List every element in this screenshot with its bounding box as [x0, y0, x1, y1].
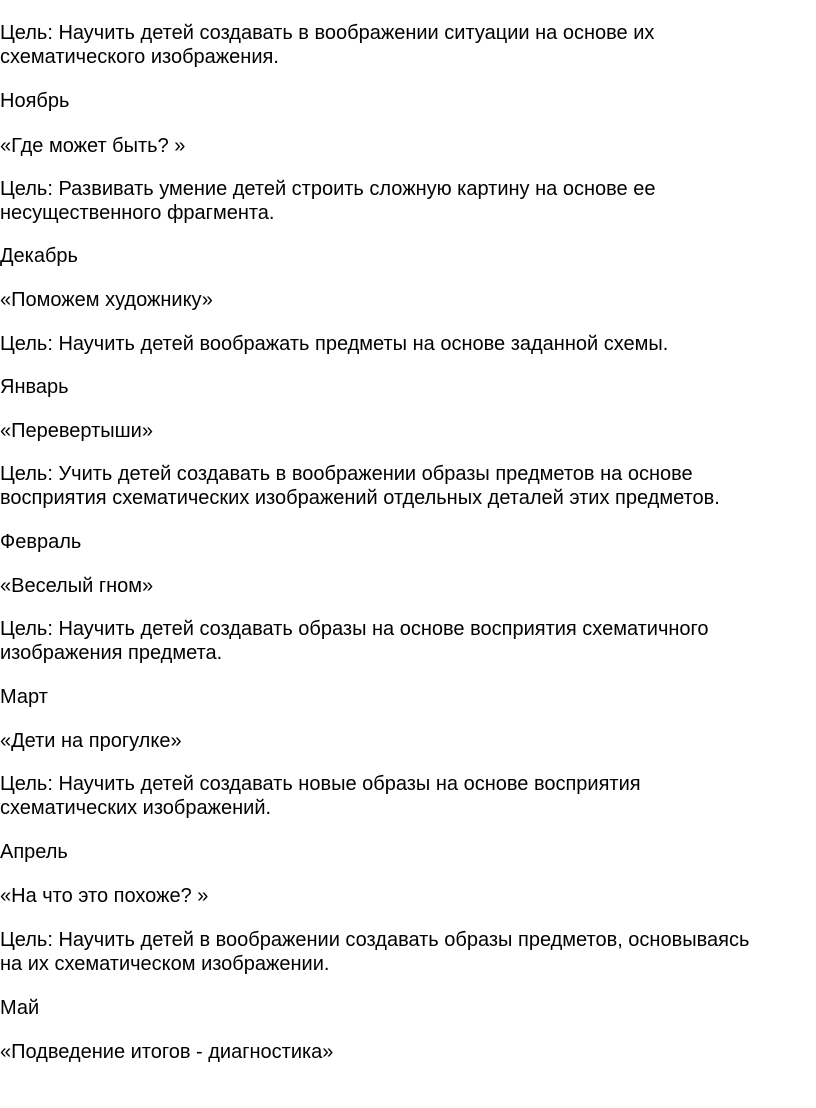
text-line: Цель: Научить детей воображать предметы на основе заданной схемы. [0, 333, 669, 355]
game-title [0, 419, 812, 443]
text-line: Цель: Научить детей создавать новые образы на основе восприятия [0, 773, 641, 795]
goal-paragraph [0, 462, 812, 510]
text-line: Цель: Научить детей создавать образы на основе восприятия схематичного [0, 618, 709, 640]
text-line: Цель: Научить детей создавать в воображении ситуации на основе их [0, 22, 655, 44]
text-line: «Дети на прогулке» [0, 730, 182, 752]
text-line: Цель: Научить детей в воображении создавать образы предметов, основываясь [0, 929, 750, 951]
month-heading [0, 89, 812, 113]
text-line: схематического изображения. [0, 46, 279, 68]
game-title [0, 1040, 812, 1064]
text-line: Апрель [0, 841, 68, 863]
goal-paragraph [0, 928, 812, 976]
text-line: Январь [0, 376, 69, 398]
game-title [0, 288, 812, 312]
month-heading [0, 375, 812, 399]
text-line: «Поможем художнику» [0, 289, 213, 311]
goal-paragraph [0, 21, 812, 69]
game-title [0, 574, 812, 598]
text-line: несущественного фрагмента. [0, 202, 275, 224]
text-line: схематических изображений. [0, 797, 272, 819]
text-line: Цель: Учить детей создавать в воображении образы предметов на основе [0, 463, 693, 485]
text-line: Цель: Развивать умение детей строить сложную картину на основе ее [0, 178, 656, 200]
goal-paragraph [0, 177, 812, 225]
text-line: Февраль [0, 531, 82, 553]
month-heading [0, 530, 812, 554]
text-line: Декабрь [0, 245, 78, 267]
text-line: изображения предмета. [0, 642, 223, 664]
text-line: восприятия схематических изображений отдельных деталей этих предметов. [0, 487, 720, 509]
month-heading [0, 685, 812, 709]
text-line: Май [0, 997, 40, 1019]
month-heading [0, 996, 812, 1020]
month-heading [0, 840, 812, 864]
game-title [0, 729, 812, 753]
text-line: Ноябрь [0, 90, 70, 112]
text-line: «На что это похоже? » [0, 885, 209, 907]
text-line: «Подведение итогов - диагностика» [0, 1041, 334, 1063]
text-line: «Перевертыши» [0, 420, 153, 442]
goal-paragraph [0, 617, 812, 665]
game-title [0, 134, 812, 158]
game-title [0, 884, 812, 908]
goal-paragraph [0, 332, 812, 356]
text-line: на их схематическом изображении. [0, 953, 330, 975]
text-line: Март [0, 686, 48, 708]
text-line: «Веселый гном» [0, 575, 154, 597]
goal-paragraph [0, 772, 812, 820]
month-heading [0, 244, 812, 268]
text-line: «Где может быть? » [0, 135, 186, 157]
